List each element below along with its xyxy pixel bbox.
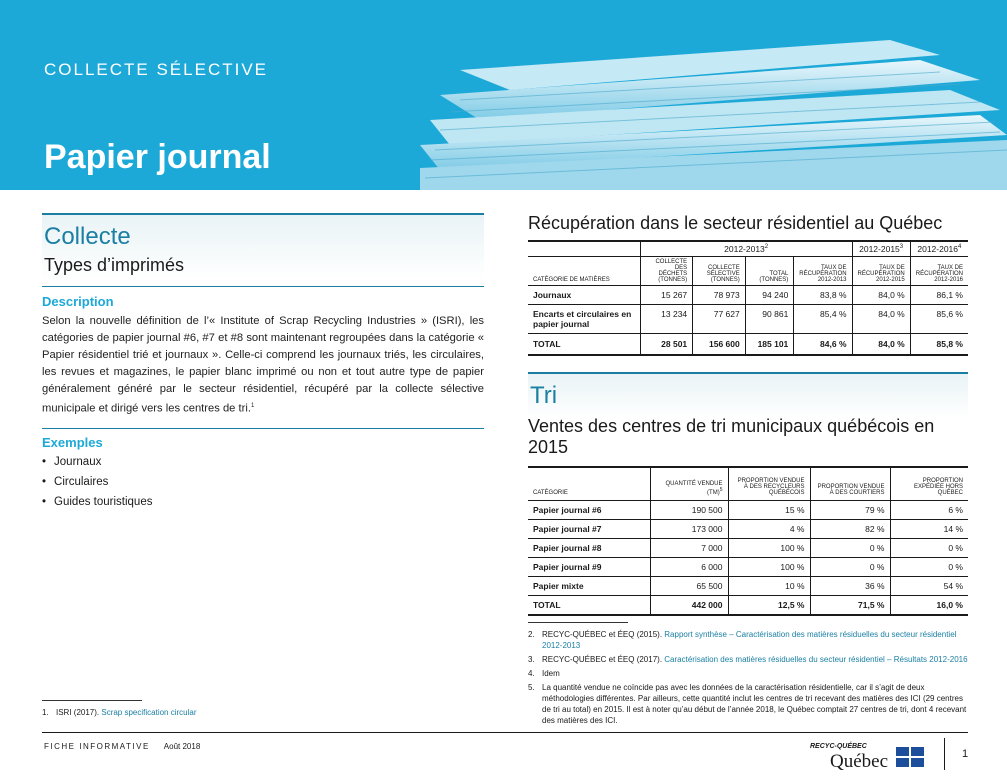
table-row <box>528 241 968 257</box>
footnote: 5. La quantité vendue ne coïncide pas avec les données de la caractérisation résidentielle, car il s’agit de deux méthodologies différentes. Par ailleurs, cette quantité inclut les centres de tri recevant des matières des ICI (29 centres de tri au total) en 2015. Il est à noter qu’au début de l’année 2018, le Québec comptait 27 centres de tri, dont 4 recevant des matières des ICI. <box>528 683 967 725</box>
subsection-rule <box>42 428 484 429</box>
footnote: 4. Idem <box>528 669 560 678</box>
column-header: COLLECTE DES DÉCHETS (TONNES) <box>640 257 692 286</box>
column-header: TOTAL (TONNES) <box>745 257 794 286</box>
recuperation-table <box>528 240 968 356</box>
logo-quebec: Québec <box>830 751 889 772</box>
fleurdelise-flag-icon <box>896 747 924 767</box>
description-text: Selon la nouvelle définition de l’« Institute of Scrap Recycling Industries » (ISRI), les catégories de papier journal #6, #7 et #8 sont maintenant regroupées dans la catégorie « Papier résidentiel trié et journaux ». Celle-ci comprend les journaux triés, les circulaires, les revues et magazines, le papier blanc imprimé ou non et tout autre type de papier généralement généré par le secteur résidentiel, récupéré par la collecte sélective municipale et dirigé vers les centres de tri.$^1$ <box>42 315 484 415</box>
footnote: 3. RECYC-QUÉBEC et ÉEQ (2017). Caractérisation des matières résiduelles du secteur résidentiel – Résultats 2012-2016 <box>528 655 968 664</box>
column-header: QUANTITÉ VENDUE (TM)$^5$ <box>650 467 728 501</box>
footnote: 2. RECYC-QUÉBEC et ÉEQ (2015). Rapport synthèse – Caractérisation des matières résiduelles du secteur résidentiel 2012-2013 <box>528 630 957 650</box>
tri-title: Tri <box>530 382 558 409</box>
column-header: TAUX DE RÉCUPÉRATION 2012-2015 <box>852 257 910 286</box>
table-header-row <box>528 467 968 501</box>
page-title: Papier journal <box>44 138 271 176</box>
column-header: TAUX DE RÉCUPÉRATION 2012-2016 <box>915 265 963 283</box>
collecte-header <box>42 215 484 280</box>
section-eyebrow: COLLECTE SÉLECTIVE <box>44 60 269 79</box>
collecte-title: Collecte <box>44 223 131 250</box>
examples-heading: Exemples <box>42 434 103 450</box>
header-banner <box>0 0 1007 190</box>
tri-header <box>528 374 968 418</box>
table-row: Encarts et circulaires en papier journal 13 234 77 627 90 861 85,4 % 84,0 % 85,6 % <box>528 305 968 334</box>
table-row: Papier mixte 65 500 10 % 36 % 54 % <box>528 577 968 596</box>
footer-label: FICHE INFORMATIVE Août 2018 <box>44 742 201 751</box>
table-row: Papier journal #6 190 500 15 % 79 % 6 % <box>528 501 968 520</box>
logo-recyc: RECYC-QUÉBEC <box>810 743 867 750</box>
examples-list <box>42 452 484 512</box>
footnotes-right <box>528 622 968 729</box>
footer-rule <box>42 732 968 733</box>
period-header: 2012-2013$^2$ <box>640 241 852 257</box>
footnote-link[interactable]: Scrap specification circular <box>101 708 197 717</box>
list-item: • Circulaires <box>42 472 484 492</box>
column-header: CATÉGORIE DE MATIÈRES <box>528 257 640 286</box>
period-header: 2012-2016$^4$ <box>917 244 962 254</box>
period-header: 2012-2015$^3$ <box>852 241 910 257</box>
recuperation-section <box>528 213 968 356</box>
footer-date: Août 2018 <box>163 742 201 751</box>
footnote-link[interactable]: Rapport synthèse – Caractérisation des matières résiduelles du secteur résidentiel 2012-2013 <box>542 630 957 650</box>
table-header-row <box>528 257 968 286</box>
table-row: Papier journal #7 173 000 4 % 82 % 14 % <box>528 520 968 539</box>
column-header: PROPORTION EXPÉDIÉE HORS QUÉBEC <box>913 478 963 496</box>
page-number: 1 <box>962 748 969 760</box>
collecte-subtitle: Types d’imprimés <box>44 255 185 275</box>
table-total-row: TOTAL 28 501 156 600 185 101 84,6 % 84,0 % 85,8 % <box>528 334 968 356</box>
footnote-rule <box>528 622 628 623</box>
column-header: PROPORTION VENDUE À DES COURTIERS <box>810 467 890 501</box>
list-item: • Guides touristiques <box>42 492 484 512</box>
table-total-row: TOTAL 442 000 12,5 % 71,5 % 16,0 % <box>528 596 968 616</box>
footer-divider <box>944 738 945 770</box>
footnote-link[interactable]: Caractérisation des matières résiduelles du secteur résidentiel – Résultats 2012-2016 <box>664 655 968 664</box>
column-header: COLLECTE SÉLECTIVE (TONNES) <box>693 257 746 286</box>
table-row: Papier journal #9 6 000 100 % 0 % 0 % <box>528 558 968 577</box>
tri-table <box>528 466 968 616</box>
table-row: Papier journal #8 7 000 100 % 0 % 0 % <box>528 539 968 558</box>
column-header: CATÉGORIE <box>528 467 650 501</box>
list-item: • Journaux <box>42 452 484 472</box>
newspaper-stack-image <box>420 0 1007 190</box>
footnotes-left <box>42 700 197 721</box>
column-header: PROPORTION VENDUE À DES RECYCLEURS QUÉBÉCOIS <box>728 467 810 501</box>
description-heading: Description <box>42 294 114 309</box>
quebec-logo <box>810 743 925 773</box>
collecte-section <box>42 213 484 512</box>
subsection-rule <box>42 286 484 287</box>
footnote: 1. ISRI (2017). Scrap specification circular <box>42 708 197 717</box>
column-header: TAUX DE RÉCUPÉRATION 2012-2013 <box>794 257 852 286</box>
table-row: Journaux 15 267 78 973 94 240 83,8 % 84,0 % 86,1 % <box>528 286 968 305</box>
recuperation-title: Récupération dans le secteur résidentiel au Québec <box>528 213 943 233</box>
tri-subtitle: Ventes des centres de tri municipaux québécois en 2015 <box>528 416 935 457</box>
tri-section <box>528 372 968 616</box>
